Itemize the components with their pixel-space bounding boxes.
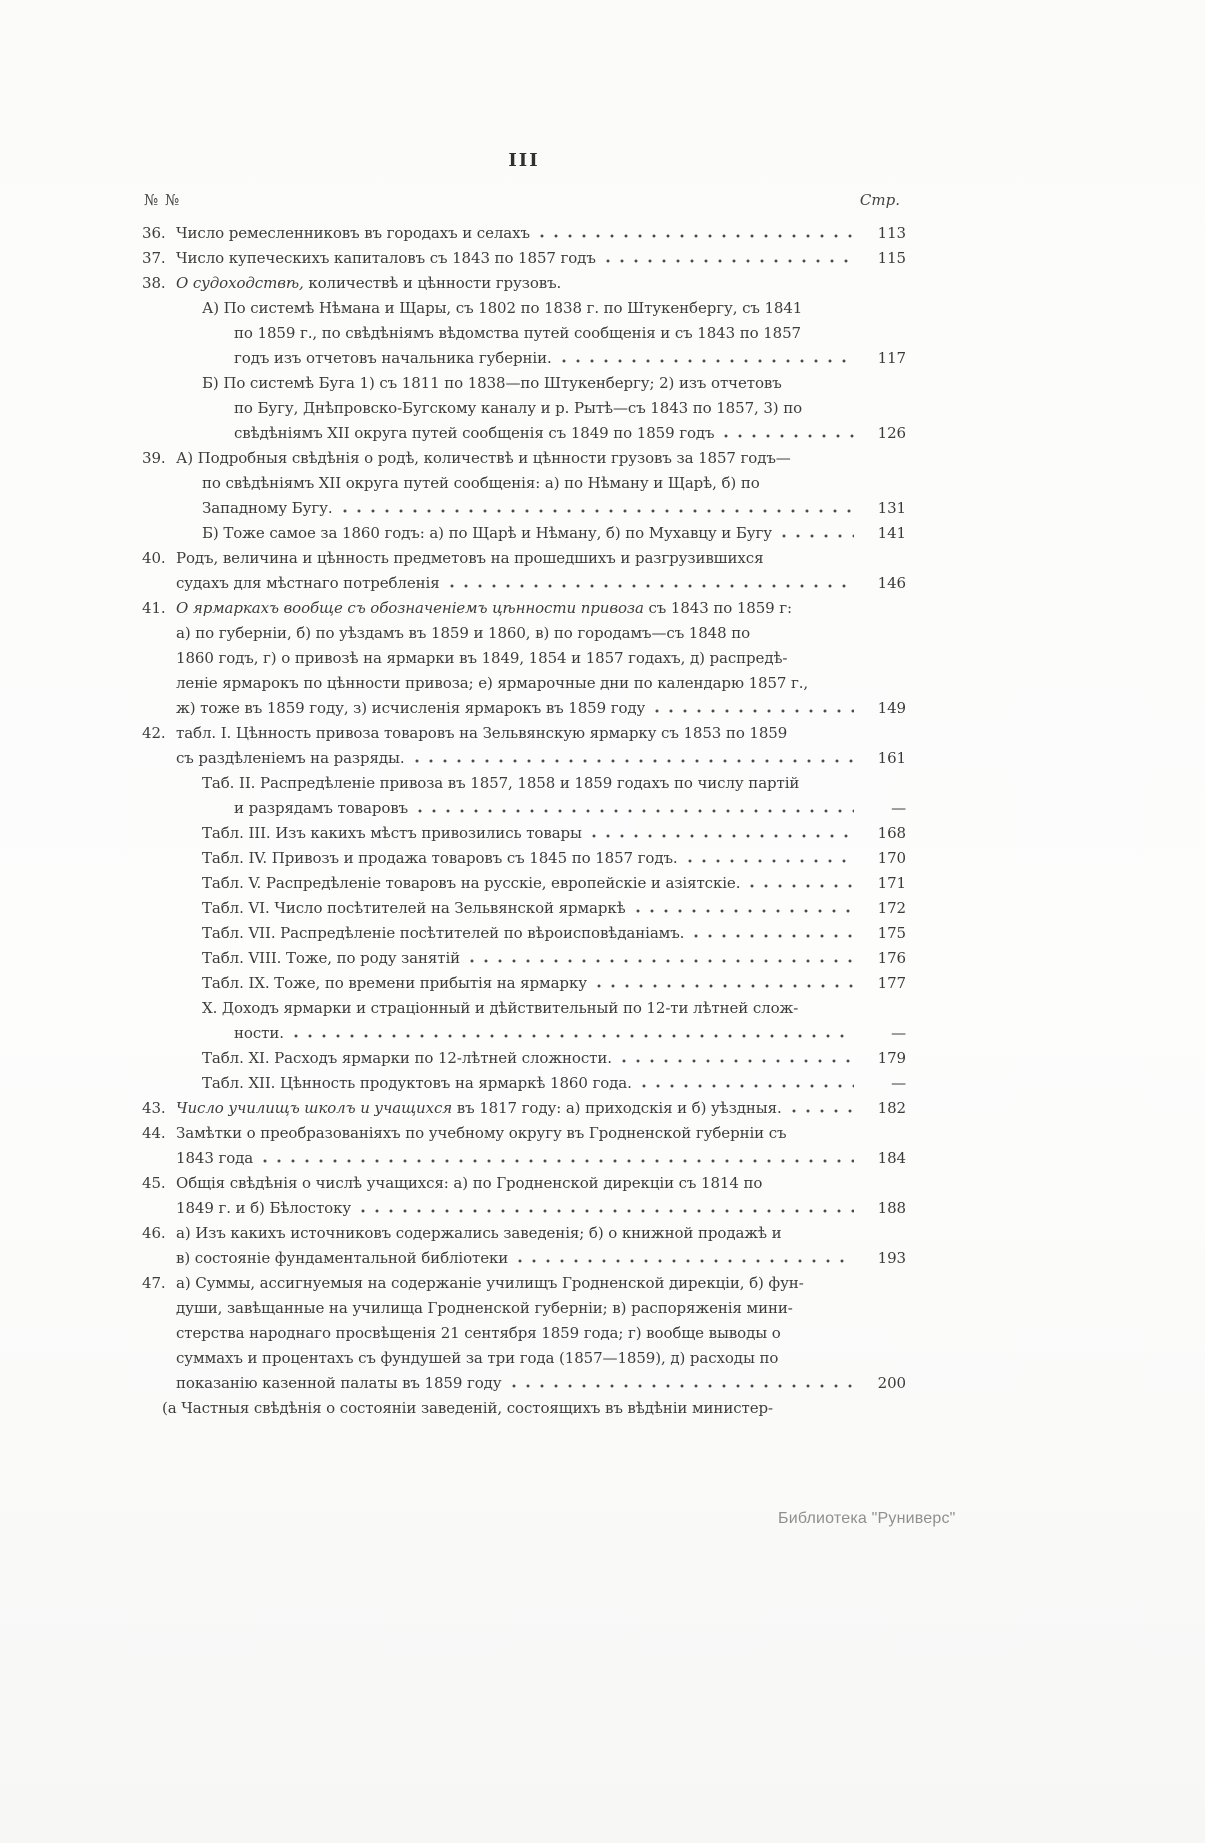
entry-text-plain: Табл. VII. Распредѣленіе посѣтителей по вѣроисповѣданіамъ. [202, 924, 685, 942]
entry-text-plain: по свѣдѣніямъ XII округа путей сообщенія: а) по Нѣману и Щарѣ, б) по [202, 474, 760, 492]
entry-text [176, 1121, 786, 1146]
toc-line [142, 221, 906, 246]
entry-text-plain: Табл. III. Изъ какихъ мѣстъ привозились товары [202, 824, 582, 842]
entry-text [176, 1296, 793, 1321]
page-title: III [508, 150, 540, 171]
entry-text-plain: ности. [234, 1024, 284, 1042]
entry-text-plain: Число купеческихъ капиталовъ съ 1843 по 1857 годъ [176, 249, 596, 267]
dot-leader [263, 1159, 854, 1163]
entry-text [176, 1246, 508, 1271]
entry-text-plain: суммахъ и процентахъ съ фундушей за три года (1857—1859), д) расходы по [176, 1349, 779, 1367]
dot-leader [597, 984, 854, 988]
toc-line [142, 1321, 906, 1346]
dot-leader [450, 584, 854, 588]
entry-text-plain: годъ изъ отчетовъ начальника губерніи. [234, 349, 552, 367]
entry-text [234, 321, 801, 346]
toc-line [142, 471, 906, 496]
toc-list [142, 221, 906, 1421]
entry-text-plain: 1849 г. и б) Бѣлостоку [176, 1199, 352, 1217]
toc-line [142, 1221, 906, 1246]
toc-line [142, 371, 906, 396]
entry-text-plain: съ раздѣленіемъ на разряды. [176, 749, 405, 767]
entry-text [176, 1171, 762, 1196]
toc-line [142, 1046, 906, 1071]
entry-text-plain: Табл. IV. Привозъ и продажа товаровъ съ 1845 по 1857 годъ. [202, 849, 678, 867]
entry-text-plain: 1860 годъ, г) о привозѣ на ярмарки въ 1849, 1854 и 1857 годахъ, д) распредѣ- [176, 649, 788, 667]
entry-text [202, 771, 799, 796]
toc-line [142, 846, 906, 871]
page-ref: 171 [877, 874, 906, 892]
entry-text [202, 1046, 612, 1071]
entry-text-plain: X. Доходъ ярмарки и страціонный и дѣйствительный по 12-ти лѣтней слож- [202, 999, 799, 1017]
dot-leader [622, 1059, 854, 1063]
entry-text [202, 371, 782, 396]
page-ref: — [891, 799, 906, 817]
dot-leader [518, 1259, 854, 1263]
entry-text [202, 996, 798, 1021]
entry-text-plain: Число ремесленниковъ въ городахъ и селахъ [176, 224, 530, 242]
entry-text [176, 1271, 804, 1296]
entry-text [202, 921, 684, 946]
entry-text [202, 821, 582, 846]
entry-text-plain: свѣдѣніямъ XII округа путей сообщенія съ 1849 по 1859 годъ [234, 424, 715, 442]
entry-text [234, 396, 802, 421]
entry-number: 37. [142, 249, 166, 267]
entry-text [176, 246, 596, 271]
toc-line [142, 1196, 906, 1221]
page-ref: 115 [877, 249, 906, 267]
entry-text-plain: Б) По системѣ Буга 1) съ 1811 по 1838—по Штукенбергу; 2) изъ отчетовъ [202, 374, 782, 392]
entry-text-plain: души, завѣщанные на училища Гродненской губерніи; в) распоряженія мини- [176, 1299, 793, 1317]
entry-text-plain: стерства народнаго просвѣщенія 21 сентября 1859 года; г) вообще выводы о [176, 1324, 781, 1342]
entry-text-plain: Таб. II. Распредѣленіе привоза въ 1857, 1858 и 1859 годахъ по числу партій [202, 774, 800, 792]
entries-column-header: № № [144, 191, 181, 209]
page-ref: 131 [877, 499, 906, 517]
toc-line [142, 946, 906, 971]
toc-line [142, 346, 906, 371]
entry-text [202, 871, 740, 896]
entry-text [202, 296, 802, 321]
toc-line [142, 1396, 906, 1421]
entry-text-plain: Табл. IX. Тоже, по времени прибытія на ярмарку [202, 974, 587, 992]
dot-leader [782, 534, 854, 538]
entry-text [176, 671, 808, 696]
entry-text [202, 496, 333, 521]
page-ref: 200 [877, 1374, 906, 1392]
entry-text-plain: леніе ярмарокъ по цѣнности привоза; е) ярмарочные дни по календарю 1857 г., [176, 674, 809, 692]
entry-text-plain: съ 1843 по 1859 г: [643, 599, 793, 617]
entry-text [234, 1021, 284, 1046]
entry-number: 36. [142, 224, 166, 242]
toc-line [142, 771, 906, 796]
entry-text-plain: Табл. V. Распредѣленіе товаровъ на русскіе, европейскіе и азіятскіе. [202, 874, 741, 892]
entry-number: 43. [142, 1099, 166, 1117]
page-ref: 176 [877, 949, 906, 967]
toc-line [142, 296, 906, 321]
toc-line [142, 271, 906, 296]
toc-line [142, 1096, 906, 1121]
toc-line [142, 1071, 906, 1096]
toc-line [142, 621, 906, 646]
entry-text-plain: и разрядамъ товаровъ [234, 799, 409, 817]
entry-number: 40. [142, 549, 166, 567]
page-ref: 149 [877, 699, 906, 717]
entry-text [176, 596, 792, 621]
toc-line [142, 1021, 906, 1046]
toc-line [142, 821, 906, 846]
page-ref: 170 [877, 849, 906, 867]
column-headers [144, 191, 904, 209]
toc-line [142, 246, 906, 271]
entry-text-plain: Табл. VI. Число посѣтителей на Зельвянской ярмаркѣ [202, 899, 626, 917]
entry-text-plain: 1843 года [176, 1149, 254, 1167]
toc-line [142, 1171, 906, 1196]
entry-number: 42. [142, 724, 166, 742]
dot-leader [418, 809, 854, 813]
entry-number: 44. [142, 1124, 166, 1142]
entry-text [202, 521, 772, 546]
entry-text-plain: въ 1817 году: а) приходскія и б) уѣздныя. [452, 1099, 782, 1117]
toc-line [142, 721, 906, 746]
dot-leader [724, 434, 854, 438]
page-column-header: Стр. [859, 191, 900, 209]
dot-leader [688, 859, 854, 863]
entry-text-plain: судахъ для мѣстнаго потребленія [176, 574, 440, 592]
entry-number: 47. [142, 1274, 166, 1292]
toc-line [142, 446, 906, 471]
page-ref: 188 [877, 1199, 906, 1217]
entry-text-plain: Западному Бугу. [202, 499, 333, 517]
entry-number: 39. [142, 449, 166, 467]
entry-text [176, 646, 787, 671]
toc-line [142, 396, 906, 421]
entry-text [234, 421, 714, 446]
page-ref: 126 [877, 424, 906, 442]
entry-text-italic: Число училищъ школъ и учащихся [176, 1099, 453, 1117]
entry-text [176, 746, 405, 771]
entry-text-plain: по Бугу, Днѣпровско-Бугскому каналу и р. Рытѣ—съ 1843 по 1857, 3) по [234, 399, 803, 417]
toc-line [142, 646, 906, 671]
page-ref: 146 [877, 574, 906, 592]
dot-leader [470, 959, 854, 963]
toc-line [142, 596, 906, 621]
entry-text [176, 621, 750, 646]
toc-line [142, 571, 906, 596]
page-ref: 184 [877, 1149, 906, 1167]
entry-text [176, 696, 645, 721]
toc-line [142, 971, 906, 996]
entry-text [234, 346, 552, 371]
entry-text [176, 446, 791, 471]
page-ref: 182 [877, 1099, 906, 1117]
dot-leader [592, 834, 854, 838]
dot-leader [636, 909, 854, 913]
page-ref: 117 [877, 349, 906, 367]
entry-number: 41. [142, 599, 166, 617]
dot-leader [750, 884, 854, 888]
page-ref: 175 [877, 924, 906, 942]
dot-leader [294, 1034, 854, 1038]
entry-text [176, 721, 787, 746]
entry-text-plain: по 1859 г., по свѣдѣніямъ вѣдомства путей сообщенія и съ 1843 по 1857 [234, 324, 801, 342]
toc-line [142, 671, 906, 696]
dot-leader [343, 509, 854, 513]
dot-leader [512, 1384, 854, 1388]
toc-line [142, 1246, 906, 1271]
entry-text-plain: Табл. XI. Расходъ ярмарки по 12-лѣтней сложности. [202, 1049, 612, 1067]
toc-line [142, 746, 906, 771]
entry-number: 38. [142, 274, 166, 292]
entry-text-plain: Общія свѣдѣнія о числѣ учащихся: а) по Гродненской дирекціи съ 1814 по [176, 1174, 763, 1192]
dot-leader [694, 934, 854, 938]
entry-text [176, 1146, 253, 1171]
entry-text [176, 1371, 502, 1396]
dot-leader [642, 1084, 854, 1088]
toc-line [142, 1296, 906, 1321]
page-ref: 141 [877, 524, 906, 542]
dot-leader [361, 1209, 854, 1213]
toc-line [142, 421, 906, 446]
page-ref: 193 [877, 1249, 906, 1267]
entry-text-plain: показанію казенной палаты въ 1859 году [176, 1374, 502, 1392]
page-ref: 179 [877, 1049, 906, 1067]
entry-text-plain: (а Частныя свѣдѣнія о состояніи заведеній, состоящихъ въ вѣдѣніи министер- [162, 1399, 773, 1417]
toc-line [142, 1121, 906, 1146]
entry-text [176, 1096, 782, 1121]
entry-text [176, 271, 561, 296]
toc-line [142, 796, 906, 821]
dot-leader [606, 259, 854, 263]
entry-text-plain: табл. I. Цѣнность привоза товаровъ на Зельвянскую ярмарку съ 1853 по 1859 [176, 724, 788, 742]
toc-line [142, 496, 906, 521]
entry-text-plain: а) по губерніи, б) по уѣздамъ въ 1859 и 1860, в) по городамъ—съ 1848 по [176, 624, 751, 642]
entry-text-italic: О ярмаркахъ вообще съ обозначеніемъ цѣнности привоза [176, 599, 644, 617]
entry-number: 45. [142, 1174, 166, 1192]
dot-leader [562, 359, 854, 363]
entry-text-plain: количествѣ и цѣнности грузовъ. [303, 274, 562, 292]
entry-text [202, 971, 587, 996]
entry-number: 46. [142, 1224, 166, 1242]
entry-text-plain: А) По системѣ Нѣмана и Щары, съ 1802 по 1838 г. по Штукенбергу, съ 1841 [202, 299, 803, 317]
toc-line [142, 696, 906, 721]
entry-text [176, 1346, 778, 1371]
entry-text [176, 1321, 781, 1346]
dot-leader [415, 759, 854, 763]
entry-text-plain: а) Суммы, ассигнуемыя на содержаніе училищъ Гродненской дирекціи, б) фун- [176, 1274, 804, 1292]
toc-line [142, 896, 906, 921]
entry-text [202, 946, 460, 971]
dot-leader [540, 234, 854, 238]
dot-leader [792, 1109, 854, 1113]
dot-leader [655, 709, 854, 713]
page-ref: 177 [877, 974, 906, 992]
entry-text-plain: Б) Тоже самое за 1860 годъ: а) по Щарѣ и Нѣману, б) по Мухавцу и Бугу [202, 524, 772, 542]
entry-text [202, 896, 626, 921]
entry-text [176, 1196, 351, 1221]
entry-text [176, 571, 440, 596]
entry-text-plain: ж) тоже въ 1859 году, з) исчисленія ярмарокъ въ 1859 году [176, 699, 646, 717]
page-ref: 113 [877, 224, 906, 242]
entry-text [202, 471, 760, 496]
toc-line [142, 921, 906, 946]
page-ref: 161 [877, 749, 906, 767]
page-ref: 172 [877, 899, 906, 917]
toc-line [142, 321, 906, 346]
toc-line [142, 1146, 906, 1171]
entry-text [234, 796, 408, 821]
library-watermark: Библиотека "Руниверс" [778, 1510, 956, 1527]
entry-text-plain: А) Подробныя свѣдѣнія о родѣ, количествѣ и цѣнности грузовъ за 1857 годъ— [176, 449, 791, 467]
table-of-contents [142, 150, 906, 1421]
entry-text-plain: Табл. XII. Цѣнность продуктовъ на ярмаркѣ 1860 года. [202, 1074, 632, 1092]
page-ref: — [891, 1024, 906, 1042]
toc-line [142, 521, 906, 546]
entry-text [176, 221, 530, 246]
toc-line [142, 996, 906, 1021]
toc-line [142, 546, 906, 571]
entry-text-italic: О судоходствѣ, [176, 274, 304, 292]
entry-text [202, 1071, 632, 1096]
toc-line [142, 871, 906, 896]
page-ref: 168 [877, 824, 906, 842]
entry-text [176, 1221, 782, 1246]
entry-text-plain: Замѣтки о преобразованіяхъ по учебному округу въ Гродненской губерніи съ [176, 1124, 787, 1142]
entry-text [176, 546, 763, 571]
entry-text-plain: а) Изъ какихъ источниковъ содержались заведенія; б) о книжной продажѣ и [176, 1224, 782, 1242]
toc-line [142, 1371, 906, 1396]
entry-text-plain: в) состояніе фундаментальной библіотеки [176, 1249, 509, 1267]
entry-text-plain: Табл. VIII. Тоже, по роду занятій [202, 949, 461, 967]
toc-line [142, 1346, 906, 1371]
toc-line [142, 1271, 906, 1296]
entry-text-plain: Родъ, величина и цѣнность предметовъ на прошедшихъ и разгрузившихся [176, 549, 764, 567]
page-ref: — [891, 1074, 906, 1092]
entry-text [162, 1396, 773, 1421]
entry-text [202, 846, 678, 871]
